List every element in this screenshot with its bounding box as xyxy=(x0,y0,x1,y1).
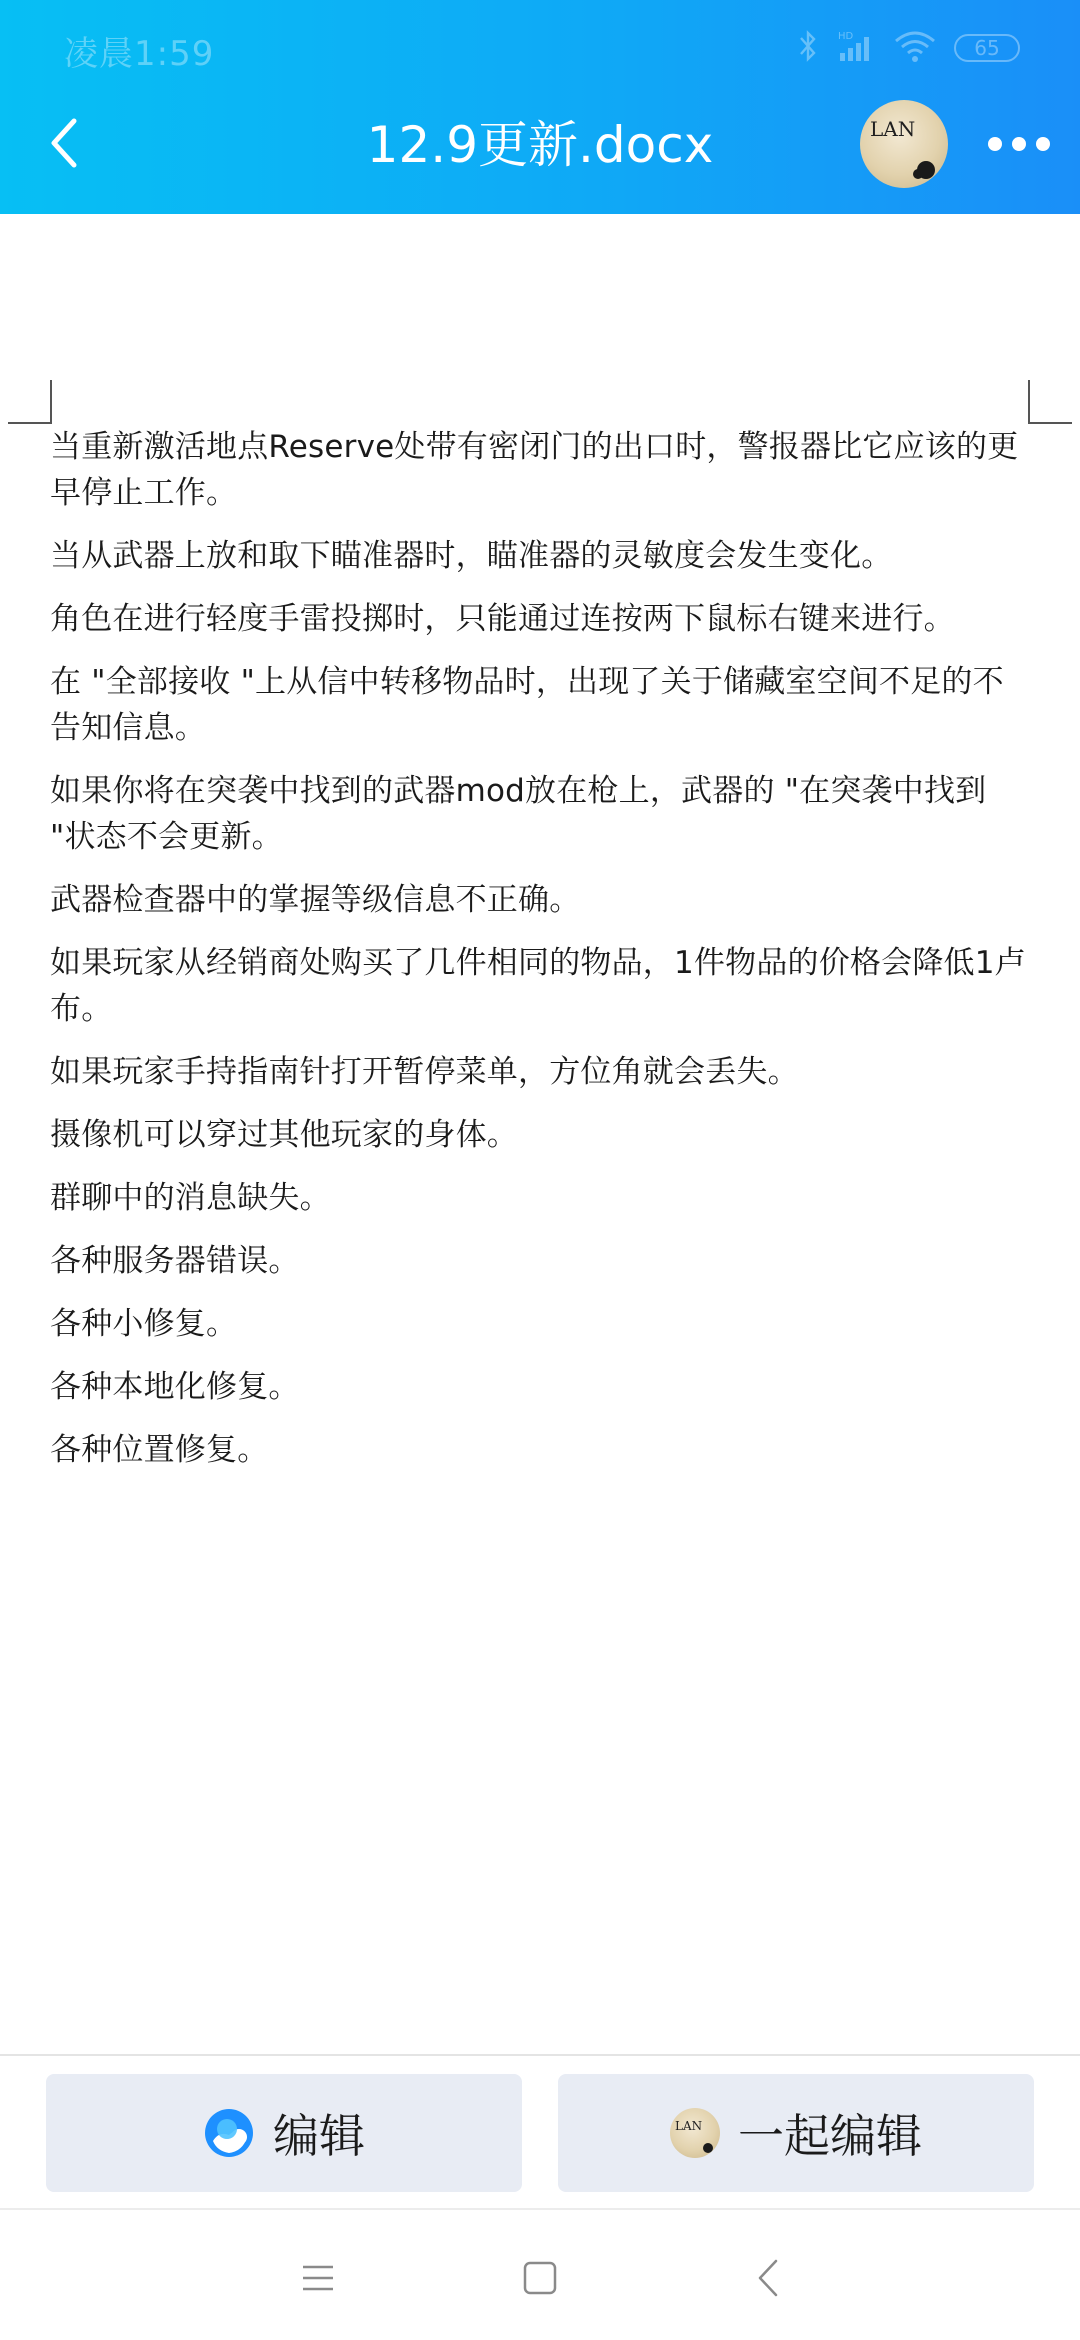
page-corner-marker-right xyxy=(1028,380,1072,424)
document-content xyxy=(50,424,1035,1490)
more-dot xyxy=(988,137,1002,151)
paragraph: 各种小修复。 xyxy=(50,1306,238,1342)
page-corner-marker-left xyxy=(8,380,52,424)
more-button[interactable] xyxy=(988,126,1050,162)
more-dot xyxy=(1012,137,1026,151)
status-time: 凌晨1:59 xyxy=(64,34,215,74)
paragraph: 如果玩家手持指南针打开暂停菜单，方位角就会丢失。 xyxy=(50,1054,799,1090)
nav-home-button[interactable] xyxy=(512,2250,568,2306)
edit-button-label: 编辑 xyxy=(273,2109,365,2163)
paragraph: 角色在进行轻度手雷投掷时，只能通过连按两下鼠标右键来进行。 xyxy=(50,601,955,637)
paragraph: 如果你将在突袭中找到的武器mod放在枪上，武器的 "在突袭中找到 "状态不会更新。 xyxy=(50,773,987,855)
menu-icon xyxy=(301,2263,335,2293)
status-icons xyxy=(798,28,1020,68)
avatar-text: LAN xyxy=(675,2119,703,2133)
document-title: 12.9更新.docx xyxy=(366,116,714,174)
edit-app-icon xyxy=(203,2107,255,2159)
nav-back-button[interactable] xyxy=(740,2250,796,2306)
avatar-image xyxy=(860,100,948,188)
co-edit-button[interactable] xyxy=(558,2074,1034,2192)
paragraph: 摄像机可以穿过其他玩家的身体。 xyxy=(50,1117,518,1153)
avatar-image xyxy=(670,2108,720,2158)
avatar-text: LAN xyxy=(870,117,916,141)
hd-signal-icon xyxy=(836,29,876,67)
paragraph: 各种本地化修复。 xyxy=(50,1369,300,1405)
paragraph: 各种位置修复。 xyxy=(50,1432,269,1468)
paragraph: 如果玩家从经销商处购买了几件相同的物品，1件物品的价格会降低1卢布。 xyxy=(50,945,1026,1027)
edit-button[interactable] xyxy=(46,2074,522,2192)
paragraph: 当重新激活地点Reserve处带有密闭门的出口时，警报器比它应该的更早停止工作。 xyxy=(50,429,1019,511)
paragraph: 群聊中的消息缺失。 xyxy=(50,1180,331,1216)
svg-text:HD: HD xyxy=(838,31,854,42)
battery-icon: 65 xyxy=(954,34,1020,62)
avatar xyxy=(670,2108,720,2158)
wifi-icon xyxy=(894,29,936,67)
nav-menu-button[interactable] xyxy=(290,2250,346,2306)
home-icon xyxy=(522,2260,558,2296)
avatar[interactable] xyxy=(860,100,948,188)
back-button[interactable] xyxy=(34,110,94,176)
document-viewer[interactable] xyxy=(0,214,1080,2054)
paragraph: 在 "全部接收 "上从信中转移物品时，出现了关于储藏室空间不足的不告知信息。 xyxy=(50,664,1004,746)
more-dot xyxy=(1036,137,1050,151)
action-bar xyxy=(0,2054,1080,2210)
paragraph: 当从武器上放和取下瞄准器时，瞄准器的灵敏度会发生变化。 xyxy=(50,538,893,574)
back-icon xyxy=(756,2258,780,2298)
co-edit-button-label: 一起编辑 xyxy=(738,2109,922,2163)
title-bar xyxy=(0,0,1080,214)
navigation-bar xyxy=(0,2210,1080,2340)
paragraph: 各种服务器错误。 xyxy=(50,1243,300,1279)
chevron-left-icon xyxy=(49,118,79,168)
paragraph: 武器检查器中的掌握等级信息不正确。 xyxy=(50,882,581,918)
bluetooth-icon xyxy=(798,29,818,67)
